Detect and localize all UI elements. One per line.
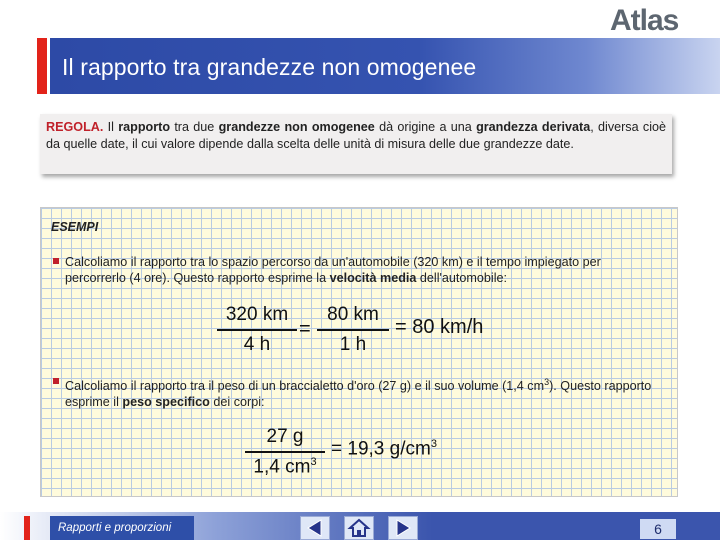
example-text: dei corpi: [209,395,265,410]
examples-panel [40,207,678,497]
logo-text: Atlas [610,4,679,37]
fraction-numerator: 320 km [225,304,289,325]
rule-box [40,114,672,174]
example-item [53,254,665,286]
home-icon [345,517,373,539]
fraction-bar [217,329,297,331]
rule-bold: grandezza derivata [476,120,591,134]
fraction-numerator: 80 km [327,304,379,325]
rule-label: REGOLA. [46,120,104,134]
rule-text: , diversa cioè da quelle date, il cui valore dipende dalla scelta delle unità di misura delle due grandezze date. [46,120,666,151]
example-text: ). Questo rapporto esprime il [65,379,652,410]
example-bold: peso specifico [122,395,210,410]
rule-bold: grandezze non omogenee [218,120,375,134]
atlas-logo [610,4,704,38]
example-text: Calcoliamo il rapporto tra il peso di un braccialetto d'oro (27 g) e il suo volume (1,4 cm [65,379,545,394]
example-bold: velocità media [329,271,417,285]
examples-title: ESEMPI [51,220,99,234]
formula-result: = 80 km/h [395,316,484,338]
rule-text: dà origine a una [374,120,477,134]
formula-result: = 19,3 g/cm [331,438,431,460]
home-button[interactable] [344,516,374,540]
next-button[interactable] [388,516,418,540]
formula-speed [217,304,497,360]
fraction-bar [317,329,389,331]
example-text: Calcoliamo il rapporto tra lo spazio percorso da un'automobile (320 km) e il tempo impiegato per percorrerlo (4 ore). Questo rapporto esprime la [65,255,601,285]
superscript: 3 [310,455,317,468]
next-icon [389,517,417,539]
page-number: 6 [640,519,676,539]
formula-density [245,426,485,486]
rule-text: tra due [170,120,219,134]
example-item [53,374,665,410]
fraction-denominator: 1,4 cm [253,455,311,477]
title-bar [50,38,720,94]
page-title: Il rapporto tra grandezze non omogenee [62,54,477,80]
fraction-numerator: 27 g [266,426,304,447]
fraction-bar [245,451,325,453]
footer-section-label: Rapporti e proporzioni [50,516,194,540]
bullet-icon [53,258,59,264]
fraction-denominator: 1 h [339,333,367,355]
superscript: 3 [544,377,550,387]
superscript: 3 [430,438,437,450]
fraction-denominator: 4 h [243,333,271,355]
previous-icon [301,517,329,539]
rule-bold: rapporto [118,120,171,134]
footer-accent [24,516,30,540]
example-text: dell'automobile: [416,271,508,285]
bullet-icon [53,378,59,384]
title-accent-bar [37,38,47,94]
rule-text: Il [103,120,119,134]
previous-button[interactable] [300,516,330,540]
equals-sign: = [299,318,311,340]
